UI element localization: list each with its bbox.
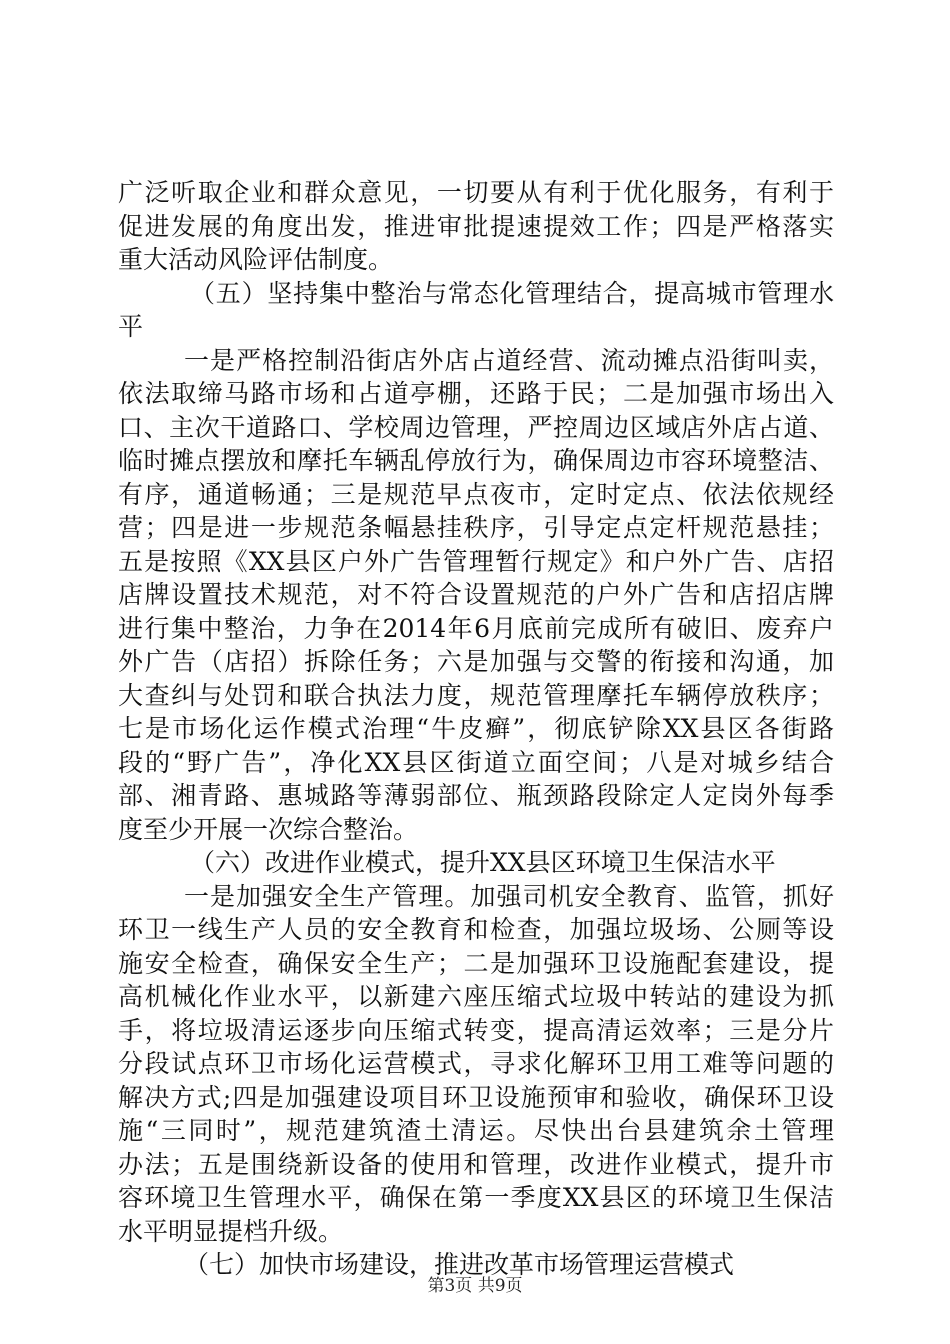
text-line: 广泛听取企业和群众意见，一切要从有利于优化服务，有利于 [118, 178, 834, 207]
text-line: 分段试点环卫市场化运营模式，寻求化解环卫用工难等问题的 [118, 1049, 834, 1078]
text-line: 解决方式;四是加强建设项目环卫设施预审和验收，确保环卫设 [118, 1082, 834, 1112]
text-line: 依法取缔马路市场和占道亭棚，还路于民；二是加强市场出入 [118, 379, 834, 408]
section-heading-continuation: 平 [118, 312, 144, 341]
text-line: 环卫一线生产人员的安全教育和检查，加强垃圾场、公厕等设 [118, 915, 834, 944]
text-line: 有序，通道畅通；三是规范早点夜市，定时定点、依法依规经 [118, 479, 834, 509]
text-line: 高机械化作业水平，以新建六座压缩式垃圾中转站的建设为抓 [118, 982, 834, 1011]
text-line: 水平明显提档升级。 [118, 1216, 344, 1246]
text-line: 一是加强安全生产管理。加强司机安全教育、监管，抓好 [184, 881, 834, 911]
section-heading: （五）坚持集中整治与常态化管理结合，提高城市管理水 [190, 278, 834, 308]
text-line: 外广告（店招）拆除任务；六是加强与交警的衔接和沟通，加 [118, 647, 834, 676]
text-line: 度至少开展一次综合整治。 [118, 814, 419, 844]
text-line: 大查纠与处罚和联合执法力度，规范管理摩托车辆停放秩序； [118, 680, 834, 710]
text-line: 五是按照《XX县区户外广告管理暂行规定》和户外广告、店招 [118, 546, 834, 576]
text-line: 办法；五是围绕新设备的使用和管理，改进作业模式，提升市 [118, 1149, 834, 1179]
text-line: 进行集中整治，力争在2014年6月底前完成所有破旧、废弃户 [118, 613, 834, 643]
text-line: 促进发展的角度出发，推进审批提速提效工作；四是严格落实 [118, 211, 834, 241]
section-heading: （七）加快市场建设，推进改革市场管理运营模式 [184, 1250, 735, 1279]
text-line: 容环境卫生管理水平，确保在第一季度XX县区的环境卫生保洁 [118, 1183, 834, 1212]
text-line: 手，将垃圾清运逐步向压缩式转变，提高清运效率；三是分片 [118, 1015, 834, 1045]
text-line: 口、主次干道路口、学校周边管理，严控周边区域店外店占道、 [118, 412, 834, 442]
text-line: 施安全检查，确保安全生产；二是加强环卫设施配套建设，提 [118, 948, 834, 978]
page-footer: 第3页 共9页 [427, 1276, 523, 1296]
text-line: 七是市场化运作模式治理“牛皮癣”，彻底铲除XX县区各街路 [118, 714, 834, 743]
text-line: 营；四是进一步规范条幅悬挂秩序，引导定点定杆规范悬挂； [118, 513, 834, 542]
text-line: 施“三同时”，规范建筑渣土清运。尽快出台县建筑余土管理 [118, 1116, 834, 1145]
text-line: 一是严格控制沿街店外店占道经营、流动摊点沿街叫卖， [184, 345, 834, 375]
section-heading: （六）改进作业模式，提升XX县区环境卫生保洁水平 [190, 848, 776, 877]
text-line: 部、湘青路、惠城路等薄弱部位、瓶颈路段除定人定岗外每季 [118, 781, 834, 810]
text-line: 临时摊点摆放和摩托车辆乱停放行为，确保周边市容环境整洁、 [118, 446, 834, 475]
text-line: 段的“野广告”，净化XX县区街道立面空间；八是对城乡结合 [118, 747, 834, 777]
text-line: 重大活动风险评估制度。 [118, 245, 394, 274]
document-body [118, 176, 834, 1282]
text-line: 店牌设置技术规范，对不符合设置规范的户外广告和店招店牌 [118, 580, 834, 609]
